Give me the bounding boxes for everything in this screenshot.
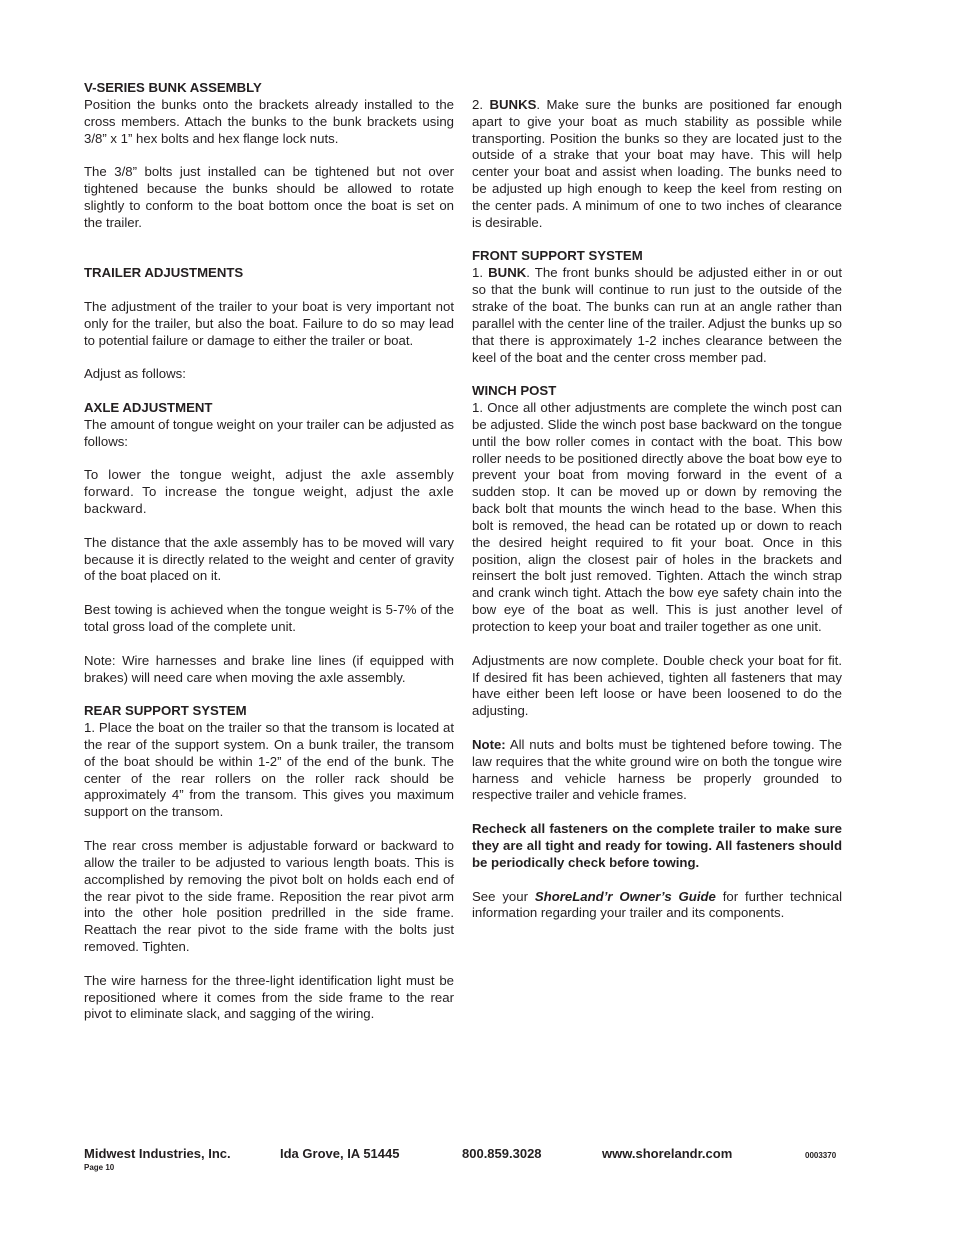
owners-guide-title: ShoreLand’r Owner’s Guide (534, 888, 716, 904)
see-guide-paragraph (472, 889, 842, 923)
vseries-heading: V-SERIES BUNK ASSEMBLY (84, 80, 262, 95)
adjustments-complete-paragraph: Adjustments are now complete. Double check your boat for fit. If desired fit has been achieved, tighten all fasteners that may have either been left loose or have been loosened to do the adjusting. (472, 652, 842, 719)
axle-paragraph-4: Best towing is achieved when the tongue weight is 5-7% of the total gross load of the complete unit. (84, 602, 454, 634)
see-prefix: See your (472, 888, 535, 904)
bunks-text: . Make sure the bunks are positioned far enough apart to give your boat as much stability as possible while transporting. Position the bunks so they are located just to the outside of a strake that your boat may have. This will help center your boat and assist when loading. The bunks need to be adjusted up high enough to keep the keel from resting on the center pads. A minimum of one to two inches of clearance is desirable. (472, 96, 842, 230)
see-suffix: for further technical information regarding your trailer and its components. (472, 888, 843, 921)
front-support-heading: FRONT SUPPORT SYSTEM (472, 248, 643, 264)
rear-support-paragraph-2: The rear cross member is adjustable forward or backward to allow the trailer to be adjusted to various length boats. This is accomplished by removing the pivot bolt on holds each end of the rear pivot to the side frame. Reposition the rear pivot arm into the other hole position predrilled in the side frame. Reattach the rear pivot to the side frame with the bolts just removed. Tighten. (84, 837, 454, 955)
front-support-paragraph (472, 265, 842, 366)
rear-support-paragraph-1: 1. Place the boat on the trailer so that the transom is located at the rear of the support system. On a bunk trailer, the transom of the boat should be within 1-2” of the end of the bunk. The center of the rear rollers on the roller rack should be approximately 4” from the transom. This gives you maximum support on the transom. (84, 720, 454, 820)
page-number: Page 10 (84, 1163, 115, 1172)
rear-support-paragraph-3: The wire harness for the three-light identification light must be repositioned where it comes from the side frame to the rear pivot to eliminate slack, and sagging of the wiring. (84, 972, 454, 1022)
note-label: Note: (472, 736, 506, 752)
front-bunk-label: BUNK (488, 265, 527, 281)
footer-city: Ida Grove, IA 51445 (280, 1146, 400, 1161)
axle-paragraph-5: Note: Wire harnesses and brake line lines (if equipped with brakes) will need care when moving the axle assembly. (84, 652, 454, 685)
axle-paragraph-3: The distance that the axle assembly has to be moved will vary because it is directly related to the weight and center of gravity of the boat placed on it. (84, 534, 454, 584)
trailer-adjustments-paragraph-1: The adjustment of the trailer to your boat is very important not only for the trailer, but also the boat. Failure to do so may lead to potential failure or damage to either the trailer or boat. (84, 298, 454, 348)
bunks-prefix: 2. (472, 96, 490, 112)
trailer-adjustments-heading: TRAILER ADJUSTMENTS (84, 265, 244, 281)
rear-support-heading: REAR SUPPORT SYSTEM (84, 703, 247, 719)
front-text: . The front bunks should be adjusted either in or out so that the bunk will continue to run just to the outside of the strake of the boat. The bunks can run at an angle rather than parallel with the center line of the trailer. Adjust the bunks up so that there is approximately 1-2 inches clearance between the keel of the boat and the center cross member pad. (472, 265, 842, 365)
footer-company: Midwest Industries, Inc. (84, 1146, 231, 1161)
bunks-label: BUNKS (489, 96, 537, 112)
vseries-paragraph-1: Position the bunks onto the brackets already installed to the cross members. Attach the bunks to the bunk brackets using 3/8” x 1” hex bolts and hex flange lock nuts. (84, 96, 454, 146)
axle-paragraph-1: The amount of tongue weight on your trailer can be adjusted as follows: (84, 416, 454, 449)
axle-adjustment-heading: AXLE ADJUSTMENT (84, 400, 213, 416)
left-column (84, 80, 454, 1023)
bunks-paragraph (472, 97, 842, 232)
front-prefix: 1. (472, 265, 489, 281)
footer-phone: 800.859.3028 (462, 1146, 542, 1161)
note-paragraph (472, 737, 842, 804)
winch-post-paragraph: 1. Once all other adjustments are complete the winch post can be adjusted. Slide the winch post base backward on the tongue until the bow roller comes in contact with the boat. This bow roller needs to be positioned directly above the boat bow eye to prevent your boat from moving forward in the event of a sudden stop. It can be moved up or down by removing the back bolt that mounts the winch head to the base. When this bolt is removed, the head can be rotated up or down to reach the desired height required to fit your boat. Once in this position, align the closest pair of holes in the brackets and reinsert the bolt just removed. Tighten. Attach the winch strap and crank winch tight. Attach the bow eye safety chain into the bow eye of the boat as well. This is just another level of protection to keep your boat and trailer together as one unit. (472, 400, 842, 634)
recheck-paragraph: Recheck all fasteners on the complete trailer to make sure they are all tight and ready for towing. All fasteners should be periodically check before towing. (472, 821, 842, 870)
note-text: All nuts and bolts must be tightened before towing. The law requires that the white ground wire on both the tongue wire harness and vehicle harness be properly grounded to respective trailer and vehicle frames. (472, 736, 842, 803)
vseries-paragraph-2: The 3/8” bolts just installed can be tightened but not over tightened because the bunks should be allowed to rotate slightly to conform to the boat bottom once the boat is set on the trailer. (84, 164, 454, 230)
axle-paragraph-2: To lower the tongue weight, adjust the axle assembly forward. To increase the tongue weight, adjust the axle backward. (84, 467, 454, 517)
trailer-adjustments-paragraph-2: Adjust as follows: (84, 366, 186, 382)
footer-website: www.shorelandr.com (602, 1146, 733, 1161)
right-column (472, 80, 842, 922)
winch-post-heading: WINCH POST (472, 383, 557, 399)
footer-doc-number: 0003370 (805, 1151, 837, 1160)
